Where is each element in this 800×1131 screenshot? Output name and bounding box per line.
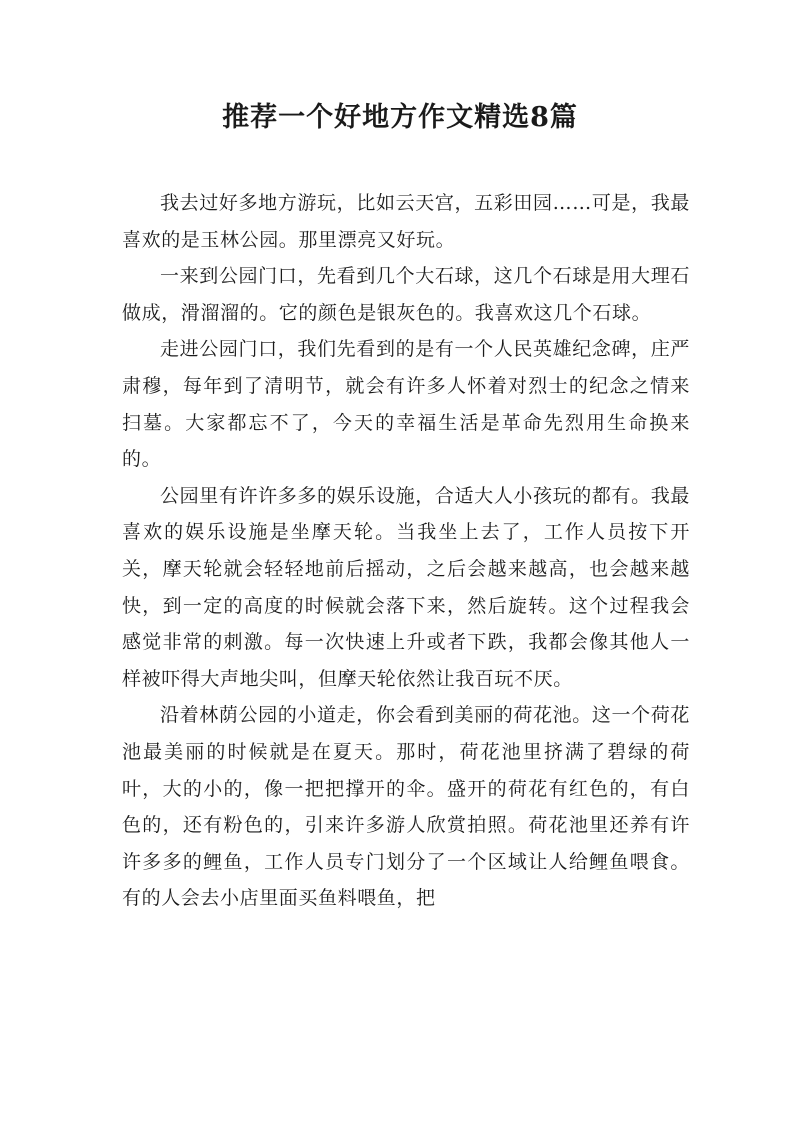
- paragraph-1: 我去过好多地方游玩，比如云天宫，五彩田园……可是，我最喜欢的是玉林公园。那里漂亮又好玩。: [122, 192, 690, 251]
- paragraph-3: 走进公园门口，我们先看到的是有一个人民英雄纪念碑，庄严肃穆，每年到了清明节，就会有许多人怀着对烈士的纪念之情来扫墓。大家都忘不了，今天的幸福生活是革命先烈用生命换来的。: [122, 338, 690, 471]
- document-title: 推荐一个好地方作文精选8篇: [222, 102, 578, 133]
- paragraph-5: 沿着林荫公园的小道走，你会看到美丽的荷花池。这一个荷花池最美丽的时候就是在夏天。那时，荷花池里挤满了碧绿的荷叶，大的小的，像一把把撑开的伞。盛开的荷花有红色的，有白色的，还有粉色的，引来许多游人欣赏拍照。荷花池里还养有许许多多的鲤鱼，工作人员专门划分了一个区域让人给鲤鱼喂食。有的人会去小店里面买鱼料喂鱼，把: [122, 704, 690, 910]
- paragraph-4: 公园里有许许多多的娱乐设施，合适大人小孩玩的都有。我最喜欢的娱乐设施是坐摩天轮。当我坐上去了，工作人员按下开关，摩天轮就会轻轻地前后摇动，之后会越来越高，也会越来越快，到一定的高度的时候就会落下来，然后旋转。这个过程我会感觉非常的刺激。每一次快速上升或者下跌，我都会像其他人一样被吓得大声地尖叫，但摩天轮依然让我百玩不厌。: [122, 484, 690, 690]
- document-body: [122, 185, 690, 917]
- paragraph-2: 一来到公园门口，先看到几个大石球，这几个石球是用大理石做成，滑溜溜的。它的颜色是银灰色的。我喜欢这几个石球。: [122, 265, 690, 324]
